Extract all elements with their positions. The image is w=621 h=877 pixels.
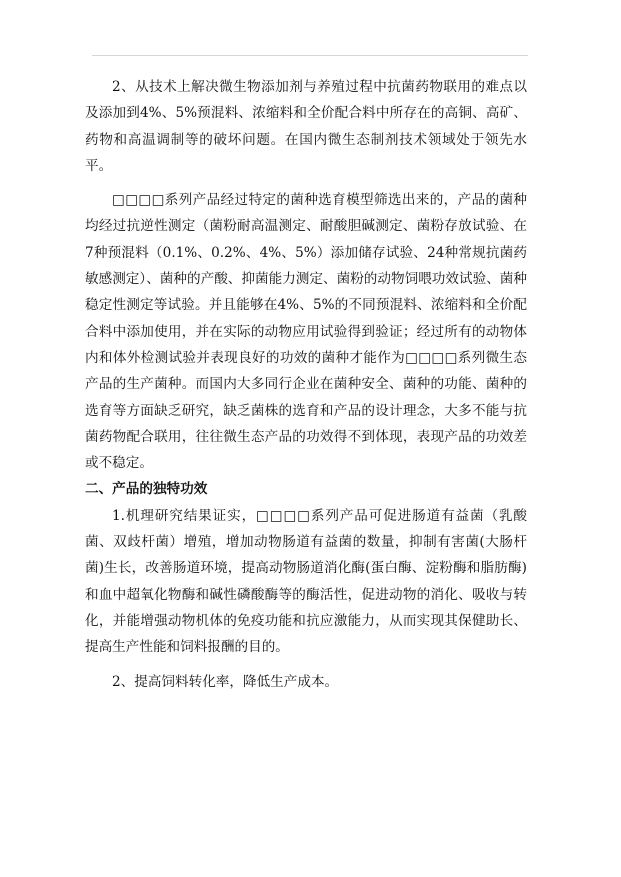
header-rule: [92, 55, 528, 56]
paragraph-strain-selection: □□□□系列产品经过特定的菌种选育模型筛选出来的，产品的菌种均经过抗逆性测定（菌粉耐高温测定、耐酸胆碱测定、菌粉存放试验、在7种预混料（0.1%、0.2%、4%、5%）添加储存试验、24种常规抗菌药敏感测定）、菌种的产酸、抑菌能力测定、菌粉的动物饲喂功效试验、菌种稳定性测定等试验。并且能够在4%、5%的不同预混料、浓缩料和全价配合料中添加使用，并在实际的动物应用试验得到验证；经过所有的动物体内和体外检测试验并表现良好的功效的菌种才能作为□□□□系列微生态产品的生产菌种。而国内大多同行企业在菌种安全、菌种的功能、菌种的选育等方面缺乏研究，缺乏菌株的选育和产品的设计理念，大多不能与抗菌药物配合联用，往往微生态产品的功效得不到体现，表现产品的功效差或不稳定。: [85, 192, 527, 472]
paragraph-mechanism-research: 1.机理研究结果证实，□□□□系列产品可促进肠道有益菌（乳酸菌、双歧杆菌）增殖，增加动物肠道有益菌的数量，抑制有害菌(大肠杆菌)生长，改善肠道环境，提高动物肠道消化酶(蛋白酶、淀粉酶和脂肪酶)和血中超氧化物酶和碱性磷酸酶等的酶活性，促进动物的消化、吸收与转化，并能增强动物机体的免疫功能和抗应激能力，从而实现其保健助长、提高生产性能和饲料报酬的目的。: [85, 507, 527, 656]
paragraph-tech-advantage: 2、从技术上解决微生物添加剂与养殖过程中抗菌药物联用的难点以及添加到4%、5%预混料、浓缩料和全价配合料中所存在的高铜、高矿、药物和高温调制等的破坏问题。在国内微生态制剂技术领域处于领先水平。: [85, 79, 527, 174]
document-body: [85, 74, 527, 695]
paragraph-feed-conversion: 2、提高饲料转化率，降低生产成本。: [112, 673, 339, 690]
section-heading-unique-effects: 二、产品的独特功效: [85, 481, 208, 498]
